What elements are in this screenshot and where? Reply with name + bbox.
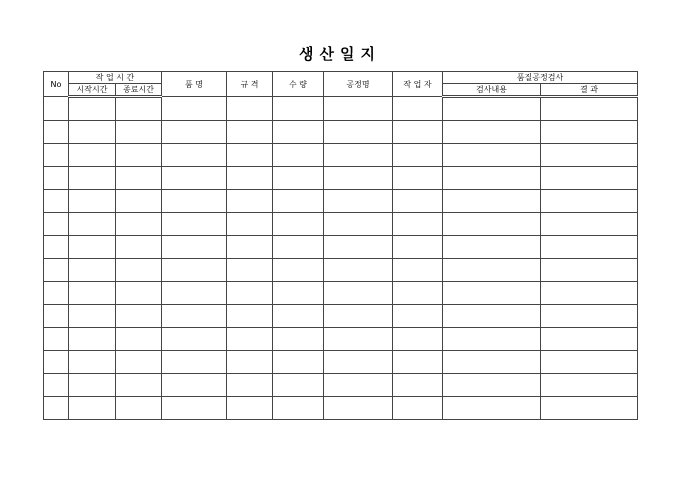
cell-worker[interactable] [393, 213, 443, 236]
cell-inspection-content[interactable] [443, 305, 541, 328]
cell-quantity[interactable] [273, 236, 324, 259]
cell-quantity[interactable] [273, 282, 324, 305]
cell-spec[interactable] [227, 190, 273, 213]
cell-product-name[interactable] [162, 282, 227, 305]
cell-start-time[interactable] [69, 328, 116, 351]
cell-start-time[interactable] [69, 351, 116, 374]
cell-result[interactable] [541, 121, 638, 144]
cell-product-name[interactable] [162, 97, 227, 121]
cell-result[interactable] [541, 236, 638, 259]
cell-end-time[interactable] [116, 167, 162, 190]
cell-result[interactable] [541, 213, 638, 236]
cell-no[interactable] [44, 305, 69, 328]
cell-product-name[interactable] [162, 305, 227, 328]
cell-inspection-content[interactable] [443, 144, 541, 167]
cell-inspection-content[interactable] [443, 236, 541, 259]
cell-product-name[interactable] [162, 328, 227, 351]
table-row [44, 259, 638, 282]
cell-no[interactable] [44, 144, 69, 167]
cell-result[interactable] [541, 144, 638, 167]
cell-quantity[interactable] [273, 121, 324, 144]
cell-end-time[interactable] [116, 259, 162, 282]
cell-process-name[interactable] [324, 97, 393, 121]
cell-start-time[interactable] [69, 397, 116, 420]
cell-start-time[interactable] [69, 97, 116, 121]
table-row [44, 167, 638, 190]
table-body [44, 97, 638, 420]
cell-start-time[interactable] [69, 121, 116, 144]
cell-start-time[interactable] [69, 374, 116, 397]
cell-inspection-content[interactable] [443, 397, 541, 420]
table-row [44, 328, 638, 351]
table-row [44, 121, 638, 144]
cell-spec[interactable] [227, 144, 273, 167]
cell-quantity[interactable] [273, 213, 324, 236]
cell-process-name[interactable] [324, 328, 393, 351]
cell-start-time[interactable] [69, 305, 116, 328]
cell-product-name[interactable] [162, 397, 227, 420]
cell-process-name[interactable] [324, 305, 393, 328]
cell-worker[interactable] [393, 351, 443, 374]
header-quality-inspection: 품질공정검사 [443, 72, 638, 84]
cell-process-name[interactable] [324, 167, 393, 190]
cell-process-name[interactable] [324, 397, 393, 420]
cell-inspection-content[interactable] [443, 167, 541, 190]
cell-inspection-content[interactable] [443, 351, 541, 374]
cell-end-time[interactable] [116, 328, 162, 351]
cell-end-time[interactable] [116, 190, 162, 213]
cell-start-time[interactable] [69, 213, 116, 236]
cell-no[interactable] [44, 97, 69, 121]
cell-spec[interactable] [227, 97, 273, 121]
cell-result[interactable] [541, 282, 638, 305]
cell-start-time[interactable] [69, 236, 116, 259]
cell-worker[interactable] [393, 121, 443, 144]
cell-product-name[interactable] [162, 167, 227, 190]
cell-product-name[interactable] [162, 144, 227, 167]
cell-spec[interactable] [227, 259, 273, 282]
cell-start-time[interactable] [69, 167, 116, 190]
table-row [44, 190, 638, 213]
cell-spec[interactable] [227, 328, 273, 351]
table-row [44, 213, 638, 236]
cell-quantity[interactable] [273, 397, 324, 420]
cell-worker[interactable] [393, 167, 443, 190]
cell-process-name[interactable] [324, 351, 393, 374]
cell-no[interactable] [44, 213, 69, 236]
cell-quantity[interactable] [273, 167, 324, 190]
cell-inspection-content[interactable] [443, 374, 541, 397]
cell-spec[interactable] [227, 121, 273, 144]
cell-product-name[interactable] [162, 190, 227, 213]
header-worker: 작 업 자 [393, 72, 443, 97]
cell-worker[interactable] [393, 282, 443, 305]
cell-no[interactable] [44, 397, 69, 420]
cell-inspection-content[interactable] [443, 213, 541, 236]
header-result: 결 과 [541, 84, 638, 97]
cell-no[interactable] [44, 259, 69, 282]
cell-quantity[interactable] [273, 351, 324, 374]
cell-quantity[interactable] [273, 374, 324, 397]
cell-worker[interactable] [393, 144, 443, 167]
cell-start-time[interactable] [69, 259, 116, 282]
cell-spec[interactable] [227, 236, 273, 259]
cell-worker[interactable] [393, 236, 443, 259]
cell-inspection-content[interactable] [443, 259, 541, 282]
cell-no[interactable] [44, 167, 69, 190]
cell-no[interactable] [44, 374, 69, 397]
cell-process-name[interactable] [324, 282, 393, 305]
cell-end-time[interactable] [116, 144, 162, 167]
header-inspection-content: 검사내용 [443, 84, 541, 97]
cell-product-name[interactable] [162, 213, 227, 236]
table-header [44, 72, 638, 97]
cell-result[interactable] [541, 259, 638, 282]
cell-process-name[interactable] [324, 259, 393, 282]
cell-worker[interactable] [393, 374, 443, 397]
cell-worker[interactable] [393, 97, 443, 121]
header-product-name: 품 명 [162, 72, 227, 97]
header-quantity: 수 량 [273, 72, 324, 97]
cell-result[interactable] [541, 328, 638, 351]
header-process-name: 공정명 [324, 72, 393, 97]
cell-end-time[interactable] [116, 374, 162, 397]
cell-quantity[interactable] [273, 328, 324, 351]
table-row [44, 305, 638, 328]
cell-process-name[interactable] [324, 121, 393, 144]
cell-result[interactable] [541, 97, 638, 121]
header-no: No [44, 72, 69, 97]
cell-process-name[interactable] [324, 144, 393, 167]
cell-process-name[interactable] [324, 190, 393, 213]
cell-result[interactable] [541, 190, 638, 213]
cell-product-name[interactable] [162, 374, 227, 397]
header-start-time: 시작시간 [69, 84, 116, 97]
cell-process-name[interactable] [324, 374, 393, 397]
cell-worker[interactable] [393, 328, 443, 351]
cell-end-time[interactable] [116, 282, 162, 305]
table-row [44, 144, 638, 167]
header-work-time: 작 업 시 간 [69, 72, 162, 84]
cell-spec[interactable] [227, 351, 273, 374]
cell-product-name[interactable] [162, 259, 227, 282]
cell-spec[interactable] [227, 374, 273, 397]
cell-no[interactable] [44, 236, 69, 259]
cell-end-time[interactable] [116, 97, 162, 121]
cell-result[interactable] [541, 305, 638, 328]
table-row [44, 374, 638, 397]
cell-spec[interactable] [227, 397, 273, 420]
cell-no[interactable] [44, 282, 69, 305]
cell-end-time[interactable] [116, 121, 162, 144]
cell-no[interactable] [44, 351, 69, 374]
cell-inspection-content[interactable] [443, 282, 541, 305]
cell-no[interactable] [44, 328, 69, 351]
cell-worker[interactable] [393, 190, 443, 213]
cell-inspection-content[interactable] [443, 190, 541, 213]
table-row [44, 97, 638, 121]
cell-inspection-content[interactable] [443, 97, 541, 121]
cell-spec[interactable] [227, 282, 273, 305]
cell-quantity[interactable] [273, 259, 324, 282]
cell-process-name[interactable] [324, 213, 393, 236]
cell-result[interactable] [541, 397, 638, 420]
cell-inspection-content[interactable] [443, 121, 541, 144]
cell-quantity[interactable] [273, 190, 324, 213]
cell-end-time[interactable] [116, 397, 162, 420]
cell-end-time[interactable] [116, 305, 162, 328]
cell-spec[interactable] [227, 305, 273, 328]
cell-start-time[interactable] [69, 190, 116, 213]
cell-no[interactable] [44, 190, 69, 213]
cell-quantity[interactable] [273, 305, 324, 328]
page-title: 생산일지 [299, 45, 381, 63]
cell-spec[interactable] [227, 167, 273, 190]
table-row [44, 397, 638, 420]
header-end-time: 종료시간 [116, 84, 162, 97]
table-row [44, 282, 638, 305]
production-log-table [43, 71, 638, 420]
cell-worker[interactable] [393, 397, 443, 420]
cell-result[interactable] [541, 351, 638, 374]
cell-worker[interactable] [393, 259, 443, 282]
cell-no[interactable] [44, 121, 69, 144]
cell-product-name[interactable] [162, 351, 227, 374]
cell-end-time[interactable] [116, 236, 162, 259]
cell-product-name[interactable] [162, 121, 227, 144]
cell-product-name[interactable] [162, 236, 227, 259]
cell-start-time[interactable] [69, 282, 116, 305]
cell-result[interactable] [541, 374, 638, 397]
cell-result[interactable] [541, 167, 638, 190]
table-row [44, 236, 638, 259]
table-row [44, 351, 638, 374]
cell-start-time[interactable] [69, 144, 116, 167]
cell-inspection-content[interactable] [443, 328, 541, 351]
cell-end-time[interactable] [116, 213, 162, 236]
cell-quantity[interactable] [273, 144, 324, 167]
cell-end-time[interactable] [116, 351, 162, 374]
cell-process-name[interactable] [324, 236, 393, 259]
header-spec: 규 격 [227, 72, 273, 97]
cell-quantity[interactable] [273, 97, 324, 121]
cell-spec[interactable] [227, 213, 273, 236]
cell-worker[interactable] [393, 305, 443, 328]
